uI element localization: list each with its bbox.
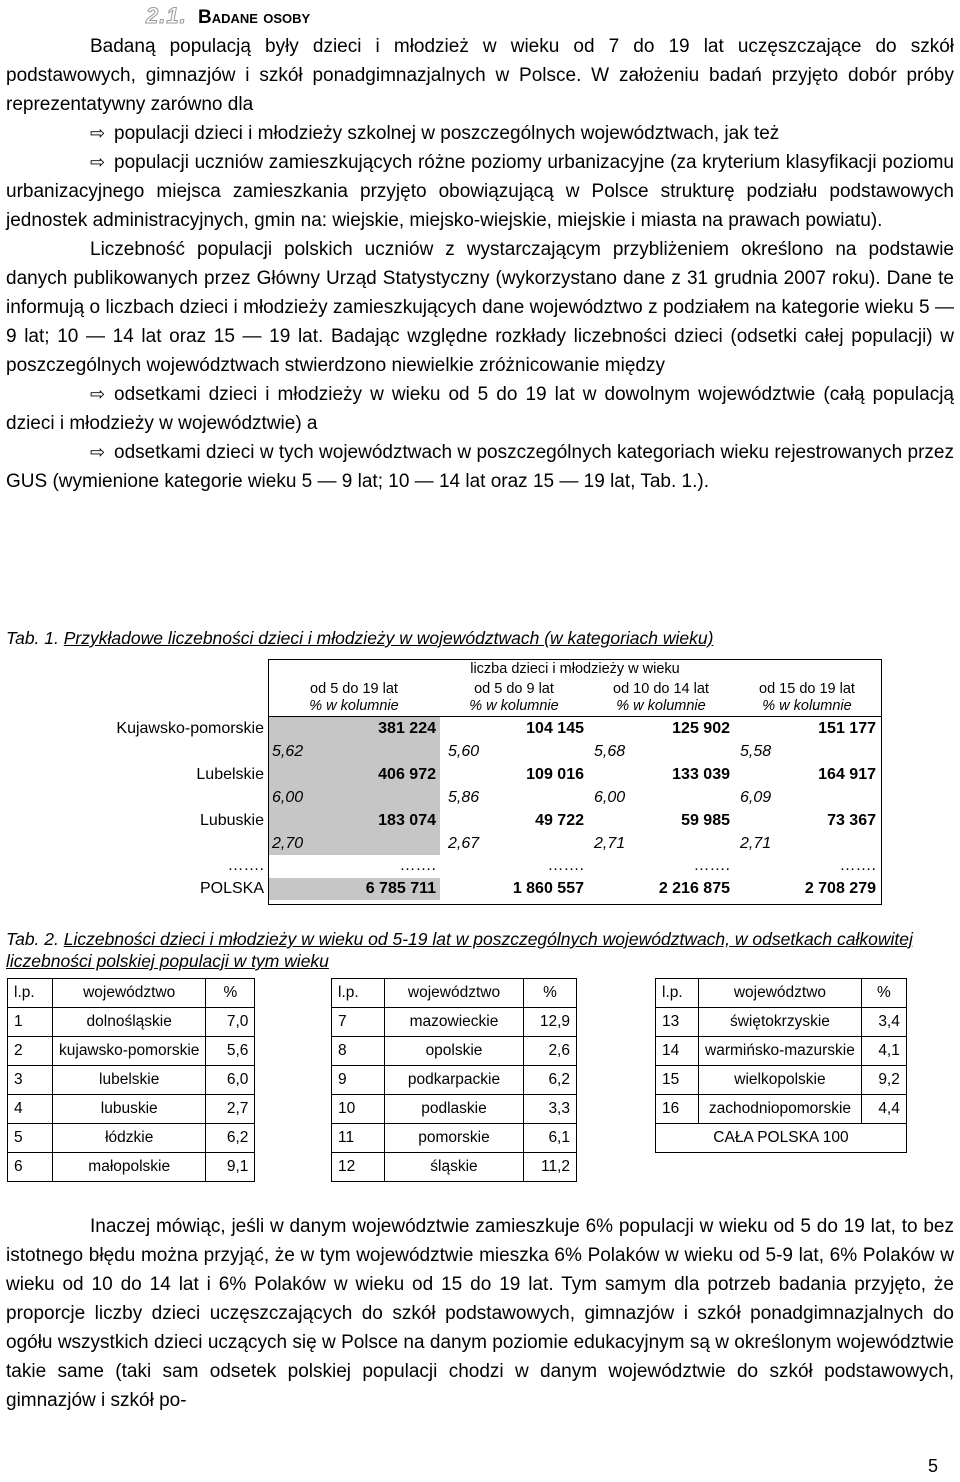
value: 59 985 [681,812,730,829]
outro-text [6,1212,954,1415]
col-header: od 5 do 19 lat % w kolumnie [309,681,399,714]
row-name: Lubelskie [196,766,264,783]
ellipsis: ……. [227,857,264,874]
value: 49 722 [535,812,584,829]
pct: 5,60 [448,743,480,760]
table2-group3 [655,978,907,1153]
table2-caption: Tab. 2. Liczebności dzieci i młodzieży w wieku od 5-19 lat w poszczególnych województwach, w odsetkach całkowitej liczebności polskiej populacji w tym wieku [6,929,913,971]
value: 133 039 [672,766,730,783]
value: 109 016 [526,766,584,783]
pct: 2,71 [594,835,626,852]
table-row: 4 lubuskie 2,7 [8,1095,255,1124]
total-value: 1 860 557 [512,880,584,897]
value: 164 917 [818,766,876,783]
pct: 6,00 [594,789,626,806]
value: 151 177 [818,720,876,737]
table-row: 6 małopolskie 9,1 [8,1153,255,1182]
ellipsis: ……. [839,857,876,874]
total-name: POLSKA [199,880,264,897]
value: 381 224 [378,720,436,737]
group-header: liczba dzieci i młodzieży w wieku [470,661,680,677]
intro-text [6,32,954,496]
table-header-row: l.p. województwo % [332,979,577,1008]
arrow-outline-icon: ⇨ [90,152,106,172]
pct: 2,67 [448,835,480,852]
pct: 5,58 [740,743,772,760]
table-row: 10 podlaskie 3,3 [332,1095,577,1124]
pct: 5,86 [448,789,480,806]
row-name: Kujawsko-pomorskie [116,720,264,737]
table-total-row: CAŁA POLSKA 100 [656,1124,907,1153]
ellipsis: ……. [547,857,584,874]
table-row: 14 warmińsko-mazurskie 4,1 [656,1037,907,1066]
table-row: 16 zachodniopomorskie 4,4 [656,1095,907,1124]
bullet-item: ⇨ odsetkami dzieci i młodzieży w wieku od 5 do 19 lat w dowolnym województwie (całą populacją dzieci i młodzieży w województwie) a [6,380,954,438]
table2-group2 [331,978,577,1182]
pct: 2,71 [740,835,772,852]
col-header: od 5 do 9 lat % w kolumnie [469,681,559,714]
pct: 5,62 [272,743,304,760]
table-row: 15 wielkopolskie 9,2 [656,1066,907,1095]
total-value: 2 708 279 [804,880,876,897]
pct: 2,70 [272,835,304,852]
table-header-row: l.p. województwo % [656,979,907,1008]
table-row: 3 lubelskie 6,0 [8,1066,255,1095]
value: 125 902 [672,720,730,737]
value: 104 145 [526,720,584,737]
table-row: 13 świętokrzyskie 3,4 [656,1008,907,1037]
value: 406 972 [378,766,436,783]
arrow-outline-icon: ⇨ [90,442,106,462]
pct: 5,68 [594,743,626,760]
row-name: Lubuskie [199,812,264,829]
bullet-item: ⇨ odsetkami dzieci w tych województwach w poszczególnych kategoriach wieku rejestrowanych przez GUS (wymienione kategorie wieku 5 — 9 lat; 10 — 14 lat oraz 15 — 19 lat, Tab. 1.). [6,438,954,496]
pct: 6,09 [740,789,772,806]
ellipsis: ……. [399,857,436,874]
paragraph: Badaną populacją były dzieci i młodzież w wieku od 7 do 19 lat uczęszczające do szkół podstawowych, gimnazjów i szkół ponadgimnazjalnych w Polsce. W założeniu badań przyjęto dobór próby reprezentatywny zarówno dla [6,36,954,115]
total-value: 2 216 875 [658,880,730,897]
ellipsis: ……. [693,857,730,874]
table-row: 2 kujawsko-pomorskie 5,6 [8,1037,255,1066]
table-row: 5 łódzkie 6,2 [8,1124,255,1153]
paragraph: Inaczej mówiąc, jeśli w danym województwie zamieszkuje 6% populacji w wieku od 5 do 19 lat, to bez istotnego błędu można przyjąć, że w tym województwie mieszka 6% Polaków w wieku od 5-9 lat, 6% Polaków w wieku od 10 do 14 lat i 6% Polaków w wieku od 15 do 19 lat. Tym samym dla potrzeb badania przyjęto, że proporcje liczby dzieci uczęszczających do szkół podstawowych, gimnazjów i szkół ponadgimnazjalnych do ogółu wszystkich dzieci uczących się w Polsce na danym poziomie edukacyjnym są w określonym województwie takie same (taki sam odsetek polskiej populacji chodzi w danym województwie do szkół podstawowych, gimnazjów i szkół po- [6,1216,954,1411]
paragraph: Liczebność populacji polskich uczniów z wystarczającym przybliżeniem określono na podstawie danych publikowanych przez Główny Urząd Statystyczny (wykorzystano dane z 31 grudnia 2007 roku). Dane te informują o liczbach dzieci i młodzieży zamieszkujących dane województwo z podziałem na kategorie wieku 5 — 9 lat; 10 — 14 lat oraz 15 — 19 lat. Badając względne rozkłady liczebności dzieci (odsetki całej populacji) w poszczególnych województwach stwierdzono niewielkie zróżnicowanie między [6,239,954,376]
table1-caption: Tab. 1. Przykładowe liczebności dzieci i młodzieży w województwach (w kategoriach wieku) [6,628,714,648]
table2-group1 [7,978,255,1182]
table-row: 9 podkarpackie 6,2 [332,1066,577,1095]
total-value: 6 785 711 [365,880,436,897]
col-header: od 10 do 14 lat % w kolumnie [613,681,709,714]
table-row: 8 opolskie 2,6 [332,1037,577,1066]
table-row: 11 pomorskie 6,1 [332,1124,577,1153]
section-heading [146,3,310,29]
table-row: 12 śląskie 11,2 [332,1153,577,1182]
arrow-outline-icon: ⇨ [90,123,106,143]
bullet-item: ⇨ populacji uczniów zamieszkujących różne poziomy urbanizacyjne (za kryterium klasyfikacji poziomu urbanizacyjnego miejsca zamieszkania przyjęto obowiązującą w Polsce strukturę podziału podstawowych jednostek administracyjnych, gmin na: wiejskie, miejsko-wiejskie, miejskie i miasta na prawach powiatu). [6,148,954,235]
pct: 6,00 [272,789,304,806]
value: 183 074 [378,812,436,829]
col-header: od 15 do 19 lat % w kolumnie [759,681,855,714]
bullet-item: ⇨ populacji dzieci i młodzieży szkolnej w poszczególnych województwach, jak też [6,119,954,148]
value: 73 367 [827,812,876,829]
table-row: 1 dolnośląskie 7,0 [8,1008,255,1037]
arrow-outline-icon: ⇨ [90,384,106,404]
table-row: 7 mazowieckie 12,9 [332,1008,577,1037]
section-title: Badane osoby [197,7,311,28]
page-number: 5 [927,1456,938,1476]
section-number: 2.1. [146,3,187,28]
table-header-row: l.p. województwo % [8,979,255,1008]
